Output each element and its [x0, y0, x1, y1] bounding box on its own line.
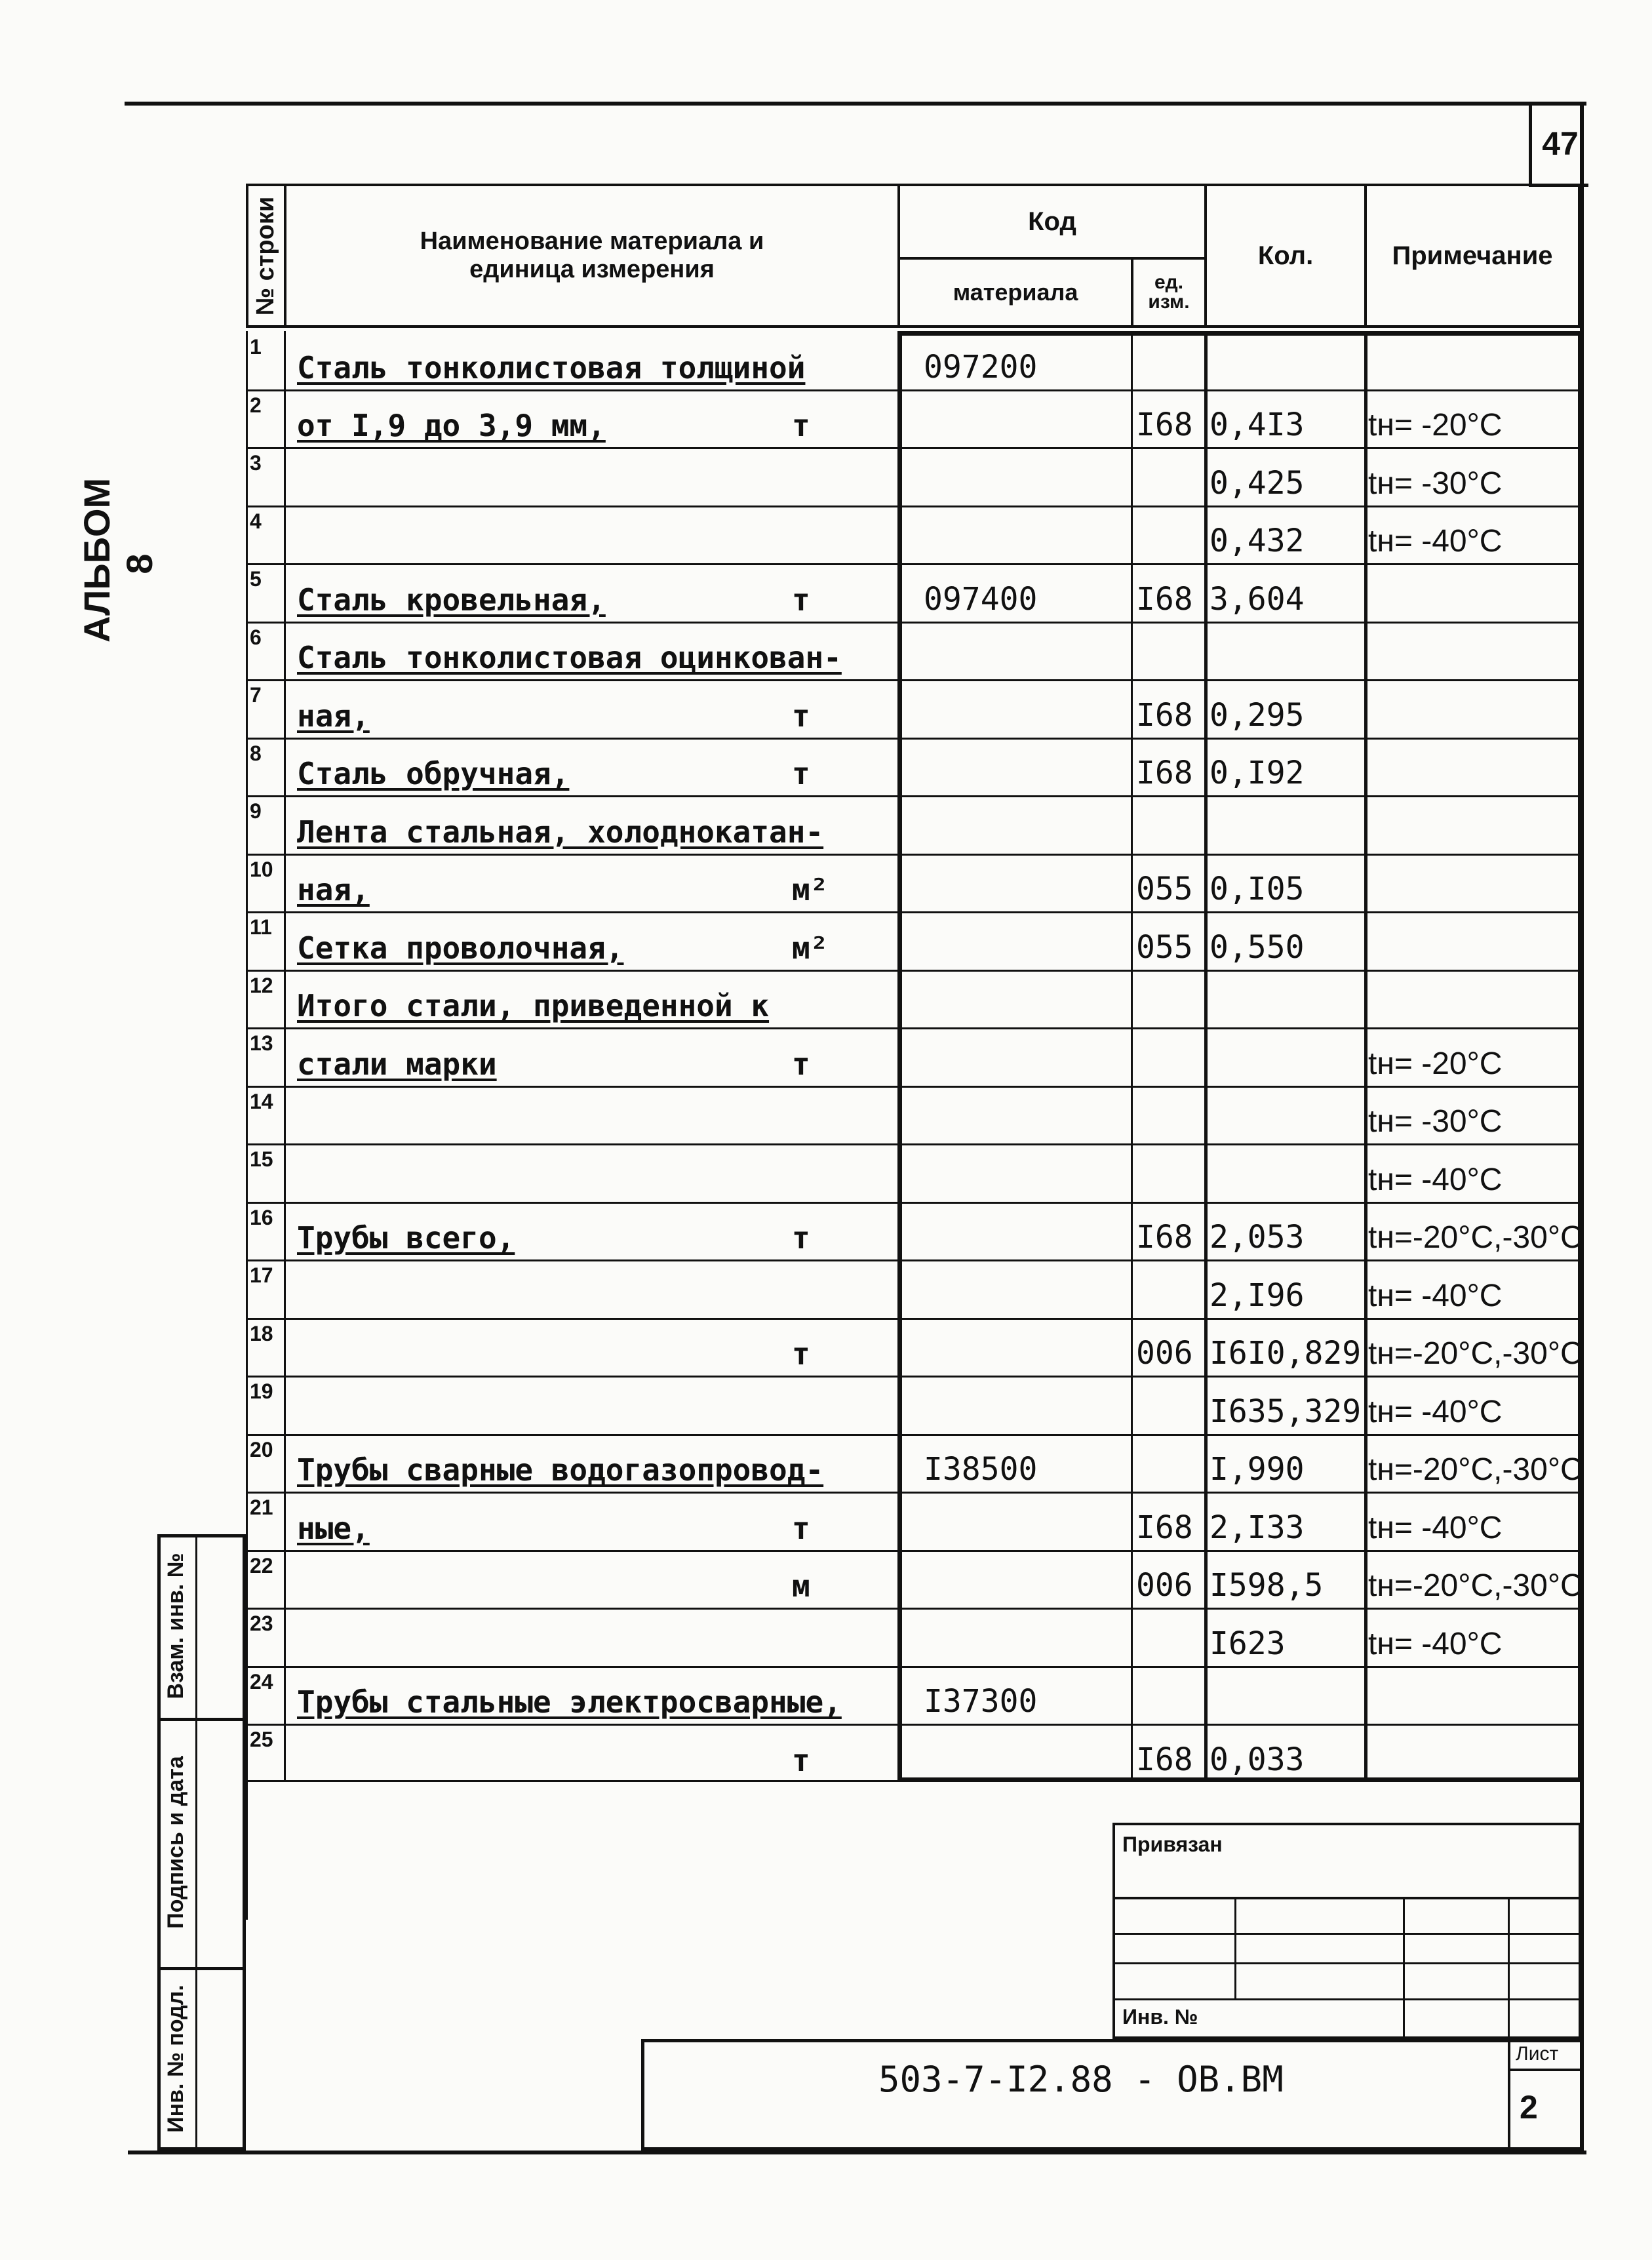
row-note: tн= -20°C — [1368, 1046, 1503, 1081]
row-number: 8 — [250, 741, 262, 765]
row-unit: т — [792, 582, 810, 618]
row-note: tн=-20°C,-30°C — [1368, 1452, 1583, 1487]
row-note: tн= -40°C — [1368, 1510, 1503, 1545]
row-unit: т — [792, 408, 810, 443]
row-unit-code: 006 — [1136, 1567, 1193, 1604]
bottom-border — [128, 2151, 1586, 2154]
row-unit: т — [792, 1336, 810, 1372]
table-row-line — [246, 854, 1581, 856]
row-unit: м² — [792, 930, 829, 966]
row-qty: 0,I92 — [1210, 755, 1305, 791]
privyazan-grid-v3 — [1508, 1897, 1510, 2039]
row-name: Сталь кровельная, — [297, 582, 606, 618]
top-border — [125, 102, 1586, 106]
row-qty: 0,550 — [1210, 928, 1305, 966]
row-qty: 0,I05 — [1210, 871, 1305, 907]
row-unit-code: I68 — [1136, 1219, 1193, 1256]
row-qty: 2,053 — [1210, 1219, 1305, 1256]
album-label: АЛЬБОМ 8 — [76, 477, 160, 643]
row-material-code: 097200 — [924, 348, 1038, 386]
row-number: 7 — [250, 683, 262, 707]
row-name: Трубы всего, — [297, 1220, 515, 1256]
row-number: 12 — [250, 973, 273, 997]
row-unit-code: I68 — [1136, 1509, 1193, 1546]
row-name: Сетка проволочная, — [297, 930, 624, 966]
row-qty: I,990 — [1210, 1451, 1305, 1488]
row-qty: 0,425 — [1210, 464, 1305, 502]
row-name: стали марки — [297, 1046, 497, 1082]
table-vline-note — [1364, 331, 1367, 1782]
row-name: ные, — [297, 1510, 370, 1546]
row-number: 17 — [250, 1263, 273, 1287]
sheet-box-divider — [1508, 2039, 1510, 2151]
row-qty: 0,432 — [1210, 523, 1305, 559]
row-unit-code: I68 — [1136, 755, 1193, 791]
row-unit-code: 055 — [1136, 871, 1193, 907]
row-qty: I6I0,829 — [1210, 1335, 1362, 1372]
table-vline-left — [246, 331, 248, 1920]
row-number: 19 — [250, 1379, 273, 1403]
row-unit: т — [792, 1046, 810, 1082]
row-note: tн= -20°C — [1368, 408, 1503, 443]
row-qty: I598,5 — [1210, 1567, 1324, 1604]
header-unit: ед. изм. — [1131, 257, 1207, 328]
row-name: Лента стальная, холоднокатан- — [297, 814, 824, 850]
row-number: 4 — [250, 509, 262, 533]
privyazan-grid-h4 — [1112, 1998, 1581, 2000]
row-name: Трубы стальные электросварные, — [297, 1684, 842, 1720]
row-number: 2 — [250, 393, 262, 417]
row-unit-code: 055 — [1136, 928, 1193, 966]
page-number: 47 — [1542, 125, 1579, 162]
row-note: tн=-20°C,-30°C — [1368, 1336, 1583, 1371]
header-name: Наименование материала и единица измерения — [284, 184, 900, 328]
row-number: 11 — [250, 915, 272, 939]
row-number: 5 — [250, 567, 262, 591]
row-name: Трубы сварные водогазопровод- — [297, 1452, 824, 1488]
row-qty: 0,4I3 — [1210, 406, 1305, 443]
table-vline-name — [284, 331, 286, 1782]
row-unit-code: I68 — [1136, 1741, 1193, 1778]
row-unit: т — [792, 756, 810, 791]
table-vline-qty — [1204, 331, 1208, 1782]
row-number: 9 — [250, 799, 262, 823]
row-note: tн= -40°C — [1368, 1162, 1503, 1197]
row-qty: 0,033 — [1210, 1741, 1305, 1778]
row-number: 20 — [250, 1437, 273, 1461]
header-row-number: № строки — [246, 184, 286, 328]
row-number: 14 — [250, 1089, 273, 1113]
row-note: tн= -40°C — [1368, 524, 1503, 559]
row-number: 16 — [250, 1205, 273, 1229]
sheet-label: Лист — [1516, 2043, 1559, 2065]
row-qty: I623 — [1210, 1625, 1286, 1662]
row-qty: 3,604 — [1210, 580, 1305, 618]
table-row-line — [246, 679, 1581, 681]
row-note: tн=-20°C,-30°C — [1368, 1220, 1583, 1255]
side-block-divider — [195, 1534, 197, 2151]
row-unit-code: I68 — [1136, 406, 1193, 443]
privyazan-grid-h2 — [1112, 1933, 1581, 1935]
row-number: 3 — [250, 451, 262, 475]
header-note: Примечание — [1364, 184, 1581, 328]
row-note: tн= -30°C — [1368, 1104, 1503, 1139]
row-unit-code: 006 — [1136, 1335, 1193, 1372]
row-note: tн=-20°C,-30°C — [1368, 1568, 1583, 1603]
row-number: 10 — [250, 857, 273, 881]
row-name: Итого стали, приведенной к — [297, 988, 770, 1023]
privyazan-label: Привязан — [1122, 1833, 1223, 1856]
sheet-box-hline — [1508, 2069, 1581, 2071]
row-unit: м² — [792, 872, 829, 907]
row-number: 24 — [250, 1669, 273, 1694]
row-number: 13 — [250, 1031, 273, 1055]
row-unit-code: I68 — [1136, 580, 1193, 618]
row-material-code: I38500 — [924, 1451, 1038, 1488]
row-name: Сталь обручная, — [297, 756, 570, 791]
row-number: 6 — [250, 625, 262, 649]
row-material-code: 097400 — [924, 580, 1038, 618]
row-qty: I635,329 — [1210, 1393, 1362, 1430]
row-name: Сталь тонколистовая оцинкован- — [297, 640, 842, 675]
header-qty: Кол. — [1204, 184, 1367, 328]
row-number: 21 — [250, 1496, 273, 1519]
privyazan-grid-v1 — [1234, 1897, 1236, 1998]
header-code: Код — [897, 184, 1207, 260]
side-label-vzam: Взам. инв. № — [163, 1553, 188, 1699]
side-block-h1 — [157, 1718, 246, 1721]
inv-no-label: Инв. № — [1122, 2005, 1198, 2029]
row-name: Сталь тонколистовая толщиной — [297, 349, 806, 386]
privyazan-grid-h1 — [1112, 1897, 1581, 1899]
row-unit: т — [792, 698, 810, 734]
row-note: tн= -40°C — [1368, 1626, 1503, 1661]
row-unit: т — [792, 1742, 810, 1778]
row-qty: 2,I33 — [1210, 1509, 1305, 1546]
row-number: 23 — [250, 1612, 273, 1635]
doc-code: 503-7-I2.88 - ОВ.ВМ — [878, 2059, 1284, 2100]
row-name: ная, — [297, 872, 370, 907]
row-unit: т — [792, 1510, 810, 1546]
privyazan-grid-v2 — [1403, 1897, 1405, 2039]
side-label-inv-podl: Инв. № подл. — [163, 1985, 188, 2133]
row-number: 18 — [250, 1321, 273, 1345]
row-unit: т — [792, 1220, 810, 1256]
side-label-podpis: Подпись и дата — [163, 1756, 188, 1929]
row-material-code: I37300 — [924, 1683, 1038, 1720]
row-number: 25 — [250, 1728, 273, 1751]
row-unit-code: I68 — [1136, 696, 1193, 734]
stamp-outer-line — [246, 1780, 1583, 1782]
row-number: 15 — [250, 1147, 273, 1171]
row-note: tн= -40°C — [1368, 1278, 1503, 1313]
table-row-line — [246, 1724, 1581, 1726]
row-number: 22 — [250, 1553, 273, 1577]
row-note: tн= -30°C — [1368, 466, 1503, 501]
row-name: от I,9 до 3,9 мм, — [297, 408, 606, 443]
row-unit: м — [792, 1568, 810, 1604]
privyazan-grid-h3 — [1112, 1962, 1581, 1964]
row-name: ная, — [297, 698, 370, 734]
header-material: материала — [897, 257, 1133, 328]
sheet-number: 2 — [1520, 2089, 1538, 2126]
row-qty: 2,I96 — [1210, 1277, 1305, 1314]
table-vline-unit — [1131, 331, 1133, 1782]
row-number: 1 — [250, 335, 262, 359]
row-qty: 0,295 — [1210, 696, 1305, 734]
row-note: tн= -40°C — [1368, 1394, 1503, 1429]
